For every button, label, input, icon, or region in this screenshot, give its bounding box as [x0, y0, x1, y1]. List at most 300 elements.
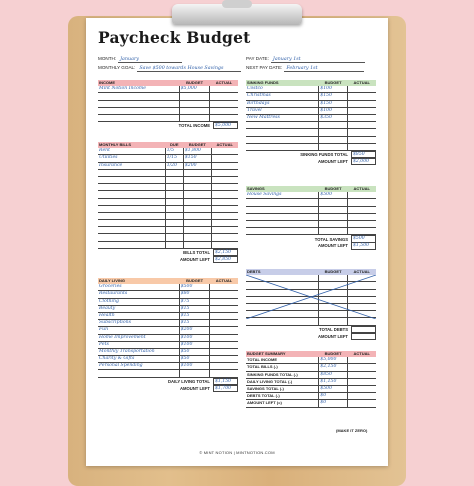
row-value[interactable]	[210, 93, 238, 100]
row-value[interactable]	[179, 93, 210, 100]
table-row	[98, 148, 238, 155]
row-label[interactable]	[98, 184, 165, 191]
row-value[interactable]: $200	[179, 327, 210, 334]
row-value[interactable]	[210, 320, 238, 327]
row-value[interactable]	[183, 169, 211, 176]
table-row	[98, 348, 238, 355]
row-label[interactable]: Health	[98, 312, 179, 319]
row-value[interactable]	[165, 184, 183, 191]
row-value[interactable]	[183, 241, 211, 248]
table-row	[246, 86, 376, 93]
row-value[interactable]	[319, 220, 348, 227]
debts-total-row	[246, 326, 376, 332]
row-value[interactable]	[347, 129, 376, 136]
row-value[interactable]	[165, 227, 183, 234]
row-value[interactable]	[347, 385, 376, 392]
row-value[interactable]	[211, 227, 238, 234]
row-value[interactable]	[211, 148, 238, 155]
row-value[interactable]	[211, 241, 238, 248]
table-row	[98, 298, 238, 305]
row-value[interactable]	[165, 205, 183, 212]
row-value[interactable]	[211, 234, 238, 241]
row-value[interactable]: $5,000	[319, 357, 348, 364]
row-label[interactable]: TOTAL BILLS (-)	[246, 364, 319, 371]
table-row	[246, 228, 376, 235]
column-header: SINKING FUNDS	[247, 80, 279, 86]
row-label[interactable]	[98, 100, 179, 107]
row-value[interactable]	[183, 176, 211, 183]
row-label[interactable]: SAVINGS TOTAL (-)	[246, 385, 319, 392]
table-row	[98, 241, 238, 248]
savings-left-row	[246, 243, 376, 249]
row-value[interactable]	[179, 107, 210, 114]
table-row	[246, 364, 376, 371]
row-value[interactable]: $80	[179, 291, 210, 298]
row-value[interactable]: $1,800	[183, 148, 211, 155]
row-value[interactable]	[347, 371, 376, 378]
row-value[interactable]	[165, 198, 183, 205]
row-value[interactable]: $50	[179, 348, 210, 355]
left-label: AMOUNT LEFT	[317, 243, 348, 249]
row-value[interactable]	[210, 114, 238, 121]
row-label[interactable]: Monthly Transportation	[98, 348, 179, 355]
row-value[interactable]	[347, 86, 376, 93]
row-value[interactable]	[165, 169, 183, 176]
row-value[interactable]: $150	[319, 93, 348, 100]
row-value[interactable]	[347, 114, 376, 121]
row-label[interactable]	[246, 136, 319, 143]
row-value[interactable]: $100	[319, 86, 348, 93]
table-row	[246, 100, 376, 107]
row-value[interactable]: $350	[319, 114, 348, 121]
row-value[interactable]	[165, 234, 183, 241]
row-value[interactable]: $850	[319, 371, 348, 378]
row-value[interactable]	[210, 284, 238, 291]
budget-summary-section	[246, 351, 376, 408]
left-value[interactable]: $2,000	[351, 158, 376, 165]
row-label[interactable]: Insurance	[98, 162, 165, 169]
row-value[interactable]	[210, 363, 238, 370]
monthly-bills-section	[98, 142, 238, 263]
row-value[interactable]	[210, 356, 238, 363]
row-value[interactable]	[183, 184, 211, 191]
monthly-bills-left-row	[98, 256, 238, 262]
table-row	[98, 312, 238, 319]
row-value[interactable]	[210, 370, 238, 377]
table-row	[98, 107, 238, 114]
table-row	[98, 198, 238, 205]
total-label: DAILY LIVING TOTAL	[168, 378, 210, 384]
row-value[interactable]	[347, 206, 376, 213]
row-label[interactable]: Rent	[98, 148, 165, 155]
row-label[interactable]: Charity & Gifts	[98, 356, 179, 363]
row-value[interactable]	[347, 100, 376, 107]
row-value[interactable]	[165, 241, 183, 248]
row-value[interactable]	[210, 327, 238, 334]
table-row	[98, 334, 238, 341]
row-label[interactable]	[98, 205, 165, 212]
left-value[interactable]: $1,500	[351, 242, 376, 249]
budget-sheet	[86, 18, 388, 466]
table-row	[98, 305, 238, 312]
row-value[interactable]	[211, 205, 238, 212]
total-value[interactable]: $850	[351, 151, 376, 158]
row-label[interactable]	[246, 220, 319, 227]
row-value[interactable]: $5,000	[179, 86, 210, 93]
row-label[interactable]: Pets	[98, 341, 179, 348]
row-value[interactable]: $200	[183, 162, 211, 169]
table-row	[98, 320, 238, 327]
table-row	[246, 393, 376, 400]
row-value[interactable]	[347, 107, 376, 114]
row-value[interactable]	[347, 93, 376, 100]
row-value[interactable]	[347, 213, 376, 220]
row-label[interactable]: Mint Notion Income	[98, 86, 179, 93]
row-value[interactable]	[347, 357, 376, 364]
pay-date-value[interactable]: January 1st	[271, 57, 365, 63]
row-value[interactable]: $0	[319, 400, 348, 407]
monthly-bills-total-row	[98, 249, 238, 255]
table-row	[246, 107, 376, 114]
row-value[interactable]	[211, 155, 238, 162]
table-row	[98, 341, 238, 348]
row-value[interactable]	[347, 143, 376, 150]
table-row	[98, 162, 238, 169]
row-value[interactable]	[183, 205, 211, 212]
row-value[interactable]: $0	[319, 393, 348, 400]
table-row	[98, 356, 238, 363]
row-value[interactable]	[319, 122, 348, 129]
row-value[interactable]	[179, 100, 210, 107]
left-value[interactable]: $1,700	[213, 385, 238, 392]
column-header: DAILY LIVING	[99, 278, 126, 284]
row-value[interactable]	[211, 212, 238, 219]
row-value[interactable]	[211, 176, 238, 183]
row-label[interactable]: Restaurants	[98, 291, 179, 298]
total-label: SINKING FUNDS TOTAL	[300, 152, 348, 158]
table-row	[98, 155, 238, 162]
row-label[interactable]	[246, 122, 319, 129]
row-label[interactable]	[98, 220, 165, 227]
row-value[interactable]	[165, 176, 183, 183]
row-value[interactable]	[211, 169, 238, 176]
table-row	[246, 213, 376, 220]
row-value[interactable]	[347, 364, 376, 371]
row-value[interactable]	[347, 192, 376, 199]
row-value[interactable]	[319, 213, 348, 220]
footer: © MINT NOTION | MINTNOTION.COM	[199, 450, 275, 455]
row-value[interactable]	[319, 206, 348, 213]
row-value[interactable]	[210, 341, 238, 348]
row-label[interactable]	[98, 212, 165, 219]
row-value[interactable]	[211, 198, 238, 205]
row-value[interactable]	[210, 100, 238, 107]
row-value[interactable]: $100	[179, 334, 210, 341]
goal-field: MONTHLY GOAL: Save $500 towards House Savings	[98, 65, 241, 72]
column-header: ACTUAL	[353, 80, 370, 86]
row-value[interactable]	[319, 143, 348, 150]
row-label[interactable]: Birthdays	[246, 100, 319, 107]
row-label[interactable]	[98, 114, 179, 121]
table-row	[98, 93, 238, 100]
row-label[interactable]	[98, 234, 165, 241]
row-value[interactable]: $1,150	[319, 378, 348, 385]
daily-living-left-row	[98, 385, 238, 391]
savings-section	[246, 186, 376, 249]
row-value[interactable]: $100	[179, 363, 210, 370]
column-header: BUDGET SUMMARY	[247, 351, 286, 357]
row-value[interactable]: $500	[319, 192, 348, 199]
row-label[interactable]: Personal Spending	[98, 363, 179, 370]
column-header: DEBTS	[247, 269, 261, 275]
row-value[interactable]	[211, 162, 238, 169]
row-value[interactable]: $150	[319, 100, 348, 107]
column-header: MONTHLY BILLS	[99, 142, 132, 148]
row-value[interactable]: 1/20	[165, 162, 183, 169]
left-label: AMOUNT LEFT	[317, 333, 348, 339]
table-row	[98, 100, 238, 107]
column-header: ACTUAL	[353, 269, 370, 275]
table-row	[98, 184, 238, 191]
column-header: BUDGET	[324, 351, 342, 357]
sinking-funds-left-row	[246, 158, 376, 164]
row-label[interactable]: Utilities	[98, 155, 165, 162]
row-value[interactable]	[347, 228, 376, 235]
left-label: AMOUNT LEFT	[179, 385, 210, 391]
left-label: AMOUNT LEFT	[179, 256, 210, 262]
row-value[interactable]	[183, 198, 211, 205]
row-value[interactable]	[210, 334, 238, 341]
table-row	[246, 192, 376, 199]
column-header: ACTUAL	[215, 278, 233, 284]
row-value[interactable]	[319, 136, 348, 143]
row-label[interactable]: DAILY LIVING TOTAL (-)	[246, 378, 319, 385]
row-label[interactable]: Travel	[246, 107, 319, 114]
row-value[interactable]: $15	[179, 312, 210, 319]
row-value[interactable]	[347, 136, 376, 143]
table-row	[98, 327, 238, 334]
row-value[interactable]: 1/5	[165, 148, 183, 155]
table-row	[246, 371, 376, 378]
row-value[interactable]	[179, 370, 210, 377]
goal-value[interactable]: Save $500 towards House Savings	[137, 66, 241, 72]
row-value[interactable]: $75	[179, 298, 210, 305]
row-value[interactable]: $15	[179, 305, 210, 312]
column-header: BUDGET	[186, 278, 204, 284]
row-value[interactable]	[319, 199, 348, 206]
total-label: BILLS TOTAL	[183, 250, 210, 255]
row-label[interactable]	[246, 143, 319, 150]
row-label[interactable]	[246, 199, 319, 206]
table-row	[246, 220, 376, 227]
column-header: BUDGET	[188, 142, 206, 148]
row-value[interactable]	[211, 191, 238, 198]
row-value[interactable]: $2,150	[319, 364, 348, 371]
row-value[interactable]	[319, 129, 348, 136]
row-value[interactable]: $50	[179, 356, 210, 363]
table-row	[98, 220, 238, 227]
row-value[interactable]	[183, 227, 211, 234]
row-value[interactable]	[211, 184, 238, 191]
row-label[interactable]	[98, 176, 165, 183]
row-value[interactable]	[165, 220, 183, 227]
table-row	[246, 93, 376, 100]
row-value[interactable]	[210, 305, 238, 312]
row-value[interactable]: $100	[319, 107, 348, 114]
row-value[interactable]: $500	[319, 385, 348, 392]
table-row	[98, 363, 238, 370]
row-value[interactable]	[347, 122, 376, 129]
row-value[interactable]	[183, 212, 211, 219]
row-label[interactable]: Clothing	[98, 298, 179, 305]
left-value[interactable]	[351, 333, 376, 340]
column-header: ACTUAL	[215, 80, 233, 86]
clipboard-clip	[172, 4, 302, 24]
table-row	[98, 114, 238, 121]
row-value[interactable]	[347, 220, 376, 227]
daily-living-section	[98, 278, 238, 391]
table-row	[246, 357, 376, 364]
row-value[interactable]	[210, 291, 238, 298]
row-label[interactable]: Christmas	[246, 93, 319, 100]
column-header: DUE	[170, 142, 179, 148]
next-pay-date-value[interactable]: February 1st	[284, 66, 364, 72]
row-value[interactable]	[183, 191, 211, 198]
row-label[interactable]	[98, 370, 179, 377]
row-label[interactable]	[98, 241, 165, 248]
savings-total-row	[246, 236, 376, 242]
table-row	[98, 205, 238, 212]
table-row	[98, 234, 238, 241]
column-header: ACTUAL	[353, 351, 370, 357]
table-row	[246, 114, 376, 121]
row-label[interactable]: AMOUNT LEFT (=)	[246, 400, 319, 407]
row-value[interactable]	[210, 86, 238, 93]
income-total-row	[98, 123, 238, 129]
next-pay-date-field: NEXT PAY DATE: February 1st	[246, 65, 364, 72]
row-label[interactable]	[98, 198, 165, 205]
row-value[interactable]	[347, 378, 376, 385]
total-value[interactable]: $5,000	[213, 122, 238, 129]
column-header: BUDGET	[324, 80, 342, 86]
table-row	[246, 143, 376, 150]
row-label[interactable]	[98, 227, 165, 234]
sinking-funds-section	[246, 80, 376, 165]
month-field: MONTH: January	[98, 56, 182, 63]
row-label[interactable]: New Mattress	[246, 114, 319, 121]
column-header: INCOME	[99, 80, 115, 86]
table-row	[246, 206, 376, 213]
table-row	[98, 86, 238, 93]
crossed-out-mark	[246, 275, 376, 319]
table-row	[246, 129, 376, 136]
column-header: ACTUAL	[216, 142, 233, 148]
row-value[interactable]	[347, 393, 376, 400]
row-label[interactable]	[98, 107, 179, 114]
left-label: AMOUNT LEFT	[317, 158, 348, 164]
total-value[interactable]: $2,150	[213, 249, 238, 256]
left-value[interactable]: $2,850	[213, 256, 238, 263]
row-label[interactable]: DEBTS TOTAL (-)	[246, 393, 319, 400]
row-label[interactable]: Groceries	[98, 284, 179, 291]
table-row	[246, 199, 376, 206]
row-label[interactable]	[98, 93, 179, 100]
sinking-funds-total-row	[246, 151, 376, 157]
row-label[interactable]: Subscriptions	[98, 320, 179, 327]
row-label[interactable]	[98, 169, 165, 176]
table-row	[98, 370, 238, 377]
column-header: BUDGET	[324, 186, 342, 192]
debts-section	[246, 269, 376, 339]
income-section	[98, 80, 238, 129]
row-value[interactable]	[165, 191, 183, 198]
table-row	[98, 212, 238, 219]
row-value[interactable]: $150	[183, 155, 211, 162]
row-value[interactable]	[210, 348, 238, 355]
total-value[interactable]: $1,150	[213, 378, 238, 385]
month-value[interactable]: January	[118, 57, 182, 63]
table-row	[246, 378, 376, 385]
make-it-zero-note: (MAKE IT ZERO)	[336, 428, 368, 433]
debts-left-row	[246, 333, 376, 339]
table-row	[98, 291, 238, 298]
row-value[interactable]	[319, 228, 348, 235]
table-row	[246, 136, 376, 143]
column-header: SAVINGS	[247, 186, 265, 192]
row-value[interactable]	[210, 107, 238, 114]
row-value[interactable]	[210, 312, 238, 319]
row-value[interactable]	[347, 400, 376, 407]
row-label[interactable]	[246, 228, 319, 235]
row-value[interactable]: $500	[179, 284, 210, 291]
row-label[interactable]: House Savings	[246, 192, 319, 199]
row-label[interactable]: Beauty	[98, 305, 179, 312]
pay-date-field: PAY DATE: January 1st	[246, 56, 365, 63]
row-value[interactable]	[347, 199, 376, 206]
row-value[interactable]: $15	[179, 320, 210, 327]
row-value[interactable]	[183, 220, 211, 227]
row-label[interactable]	[246, 206, 319, 213]
total-value[interactable]: $500	[351, 235, 376, 242]
table-row	[246, 122, 376, 129]
row-label[interactable]	[246, 129, 319, 136]
column-header: BUDGET	[324, 269, 342, 275]
row-value[interactable]	[179, 114, 210, 121]
table-row	[98, 227, 238, 234]
row-value[interactable]	[211, 220, 238, 227]
page-title: Paycheck Budget	[98, 28, 251, 47]
row-value[interactable]: $100	[179, 341, 210, 348]
table-row	[98, 191, 238, 198]
table-row	[98, 284, 238, 291]
table-row	[246, 385, 376, 392]
row-label[interactable]: Fun	[98, 327, 179, 334]
row-label[interactable]	[246, 213, 319, 220]
row-value[interactable]: 1/15	[165, 155, 183, 162]
row-label[interactable]: SINKING FUNDS TOTAL (-)	[246, 371, 319, 378]
column-header: ACTUAL	[353, 186, 370, 192]
row-value[interactable]	[183, 234, 211, 241]
total-label: TOTAL INCOME	[178, 123, 210, 129]
column-header: BUDGET	[186, 80, 204, 86]
total-label: TOTAL DEBTS	[319, 326, 348, 332]
row-value[interactable]	[165, 212, 183, 219]
row-label[interactable]: Costco	[246, 86, 319, 93]
row-label[interactable]: TOTAL INCOME	[246, 357, 319, 364]
row-label[interactable]: Home Improvement	[98, 334, 179, 341]
row-value[interactable]	[210, 298, 238, 305]
row-label[interactable]	[98, 191, 165, 198]
